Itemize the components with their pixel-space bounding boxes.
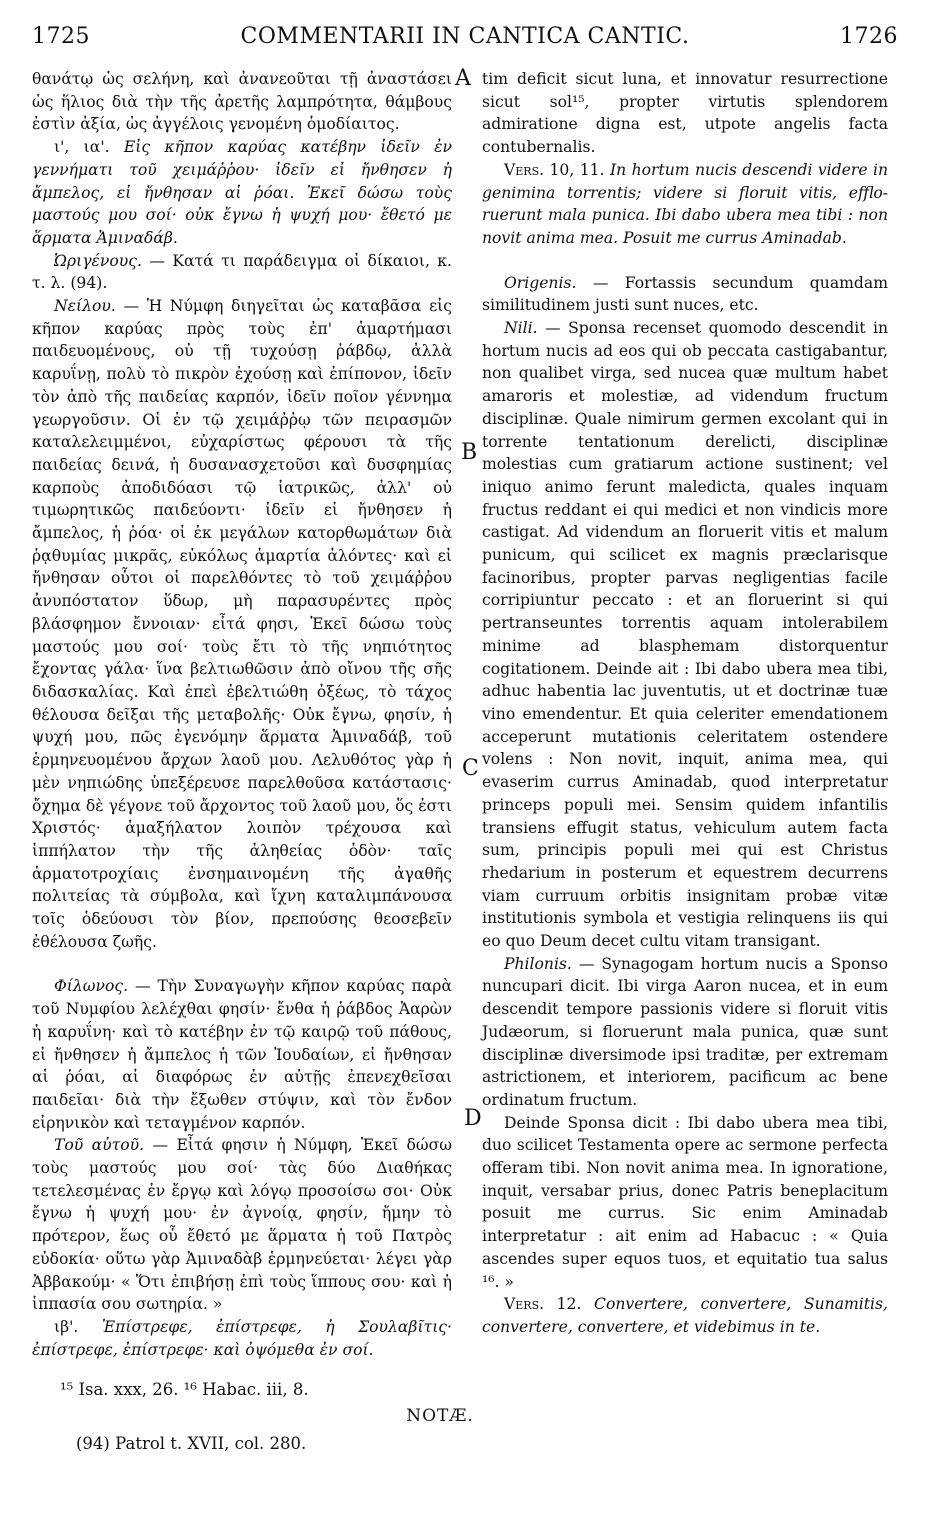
page-header (32, 24, 898, 64)
greek-eiusdem (32, 1134, 452, 1316)
greek-verse (32, 136, 452, 250)
commentary-text: — Ἡ Νύμφη διηγεῖται ὡς καταβᾶσα εἰς κῆπον καρύας πρὸς τοὺς ἐπ' ἁμαρτήμασι παιδευομένους, οὐ τῇ τυχούσῃ ῥάβδῳ, ἀλλὰ καρυΐνῃ, πολὺ τὸ πικρὸν ἐχούσῃ καὶ ἐπίπονον, ἰδεῖν τὸν ἀπὸ τῆς παιδείας καρπόν, ἰδεῖν ποῖον γέννημα γεωργοῦσιν. Οἱ ἐν τῷ χειμάῤῥῳ τῶν πειρασμῶν καταλελειμμένοι, εὐχαρίστως φέρουσι τὰ τῆς παιδείας δεινά, ἡ δυσανασχετοῦσι καὶ δυσφημίας καρποὺς ἀποδιδόασι τῷ ἰατρικῶς, ἀλλ' οὐ τιμωρητικῶς παιδεύοντι· ἰδεῖν εἰ ἤνθησεν ἡ ἄμπελος, ἡ ῥόα· οἱ ἐκ μεγάλων κατορθωμάτων διὰ ῥᾳθυμίας μικρᾶς, εὐκόλως ἁμαρτία ἁλόντες· καὶ εἰ ἤνθησαν οὗτοι οἱ παρελθόντες τὸ τοῦ χειμάῤῥου ἀνυπόστατον ὕδωρ, μὴ παρασυρέντες πρὸς βλάσφημον ἔννοιαν· εἶτά φησι, Ἐκεῖ δώσω τοὺς μαστούς μου σοί· τοὺς ἔτι τὸ τῆς νηπιότητος ἔχοντας γάλα· ἵνα βελτιωθῶσιν ἀπὸ οἴνου τῆς σῆς διδασκαλίας. Καὶ ἐπεὶ ἐβελτιώθη ὀξέως, τὸ τάχος θέλουσα δεῖξαι τῆς μεταβολῆς· Οὐκ ἔγνω, φησίν, ἡ ψυχή μου, πῶς ἐγενόμην ἅρματα Ἀμιναδάβ, τοῦ ἑρμηνευομένου ἄρχων λαοῦ μου. Λελυθότος γὰρ ἡ μὲν νηπιώδης ὑπεξέρευσε παρελθοῦσα κατάστασις· ὄχημα δὲ γέγονε τοῦ ἄρχοντος τοῦ λαοῦ μου, ὅς ἐστι Χριστός· ἁμαξήλατον λοιπὸν τρέχουσα καὶ ἱππήλατον τὴν τῆς ἀληθείας ὁδὸν· ταῖς ἁρματοτροχίαις ἐνσημαινομένη τῆς ἀγαθῆς πολιτείας τὰ σύμβολα, καὶ ἴχνη καταλιμπάνουσα τοῖς ὁδεύουσι τὸν βίον, πρεπούσης θεοσεβεῖν ἐθέλουσα ζωῆς. (32, 297, 452, 951)
page-number-right: 1726 (840, 24, 898, 49)
greek-philo (32, 975, 452, 1134)
commentary-text: — Synagogam hortum nucis a Sponso nuncupari dicit. Ibi virga Aaron nucea, et in eum descendit tempore passionis videre si floruit vitis Judæorum, si floruerunt mala punica, quæ sunt disciplinæ diversimode ipsi traditæ, per extremam astrictionem, et interiorem, pacificum ac bene ordinatum fructum. (482, 954, 888, 1109)
notae-heading: NOTÆ. (406, 1406, 474, 1426)
margin-letter-d: D (464, 1106, 482, 1131)
verse-text: Ἐπίστρεφε, ἐπίστρεφε, ἡ Σουλαβῖτις· ἐπίστρεφε, ἐπίστρεφε· καὶ ὀψόμεθα ἐν σοί. (32, 1317, 452, 1359)
latin-eiusdem: Deinde Sponsa dicit : Ibi dabo ubera mea tibi, duo scilicet Testamenta opere ac sermone perfecta offeram tibi. Non novit anima mea. In ignoratione, inquit, versabar prius, donec Patris beneplacitum posuit me currus. Sic enim Aminadab interpretatur : ait enim ad Habacuc : « Quia ascendes super equos tuos, et equitatio tua salus ¹⁶. » (482, 1113, 888, 1291)
margin-letter-a: A (455, 66, 471, 91)
commentary-text: — Τὴν Συναγωγὴν κῆπον καρύας παρὰ τοῦ Νυμφίου λελέχθαι φησίν· ἔνθα ἡ ῥάβδος Ἀαρὼν ἡ καρυΐνη· καὶ τὸ κατέβην ἐν τῷ καιρῷ τοῦ πάθους, εἰ ἤνθησεν ἡ ἄμπελος ἡ τῶν Ἰουδαίων, εἰ ἤνθησαν αἱ ῥόαι, αἱ διαφόρως ἐν αὐτῇς ἐπενεχθεῖσαι παιδεῖαι· διὰ τὴν ἔξωθεν στύψιν, καὶ τὸν ἔνδον εἰρηνικὸν καὶ τεταγμένον καρπόν. (32, 977, 452, 1132)
verse-text: In hortum nucis descendi videre in genimina torrentis; videre si floruit vitis, efflo-ruerunt mala punica. Ibi dabo ubera mea tibi : non novit anima mea. Posuit me currus Aminadab. (482, 160, 889, 247)
running-title: COMMENTARII IN CANTICA CANTIC. (240, 24, 690, 49)
latin-paragraph: tim deficit sicut luna, et innovatur resurrectione sicut sol¹⁵, propter virtutis splendorem admiratione digna est, utpote angelis facta contubernalis. (482, 70, 888, 157)
verse-text: Εἰς κῆπον καρύας κατέβην ἰδεῖν ἐν γεννήματι τοῦ χειμάῤῥου· ἰδεῖν εἰ ἤνθησεν ἡ ἄμπελος, εἰ ἤνθησαν αἱ ῥόαι. Ἐκεῖ δώσω τοὺς μαστούς μου σοί· οὐκ ἔγνω ἡ ψυχή μου· ἔθετό με ἅρματα Ἀμιναδάβ. (32, 138, 452, 247)
author-heading: Φίλωνος. (54, 977, 129, 996)
commentary-text: — Κατά τι παράδειγμα οἱ δίκαιοι, κ. τ. λ. (94). (32, 251, 452, 293)
greek-origen (32, 250, 452, 295)
author-heading: Philonis. (504, 954, 572, 973)
verse-heading: Vers. 10, 11. (504, 160, 605, 179)
scripture-references: ¹⁵ Isa. xxx, 26. ¹⁶ Habac. iii, 8. (60, 1380, 309, 1399)
latin-verse (482, 159, 888, 250)
commentary-text: — Sponsa recenset quomodo descendit in hortum nucis ad eos qui ob peccata castigabantur, non qualibet virga, sed nucea quæ multum habet amaroris et molestiæ, ad videndum fructum disciplinæ. Quale nimirum germen excolant qui in torrente tentationum derelicti, disciplinæ molestias cum gratiarum actione sustinent; vel iniquo animo ferunt maledicta, quales inquam fructus reddant ei qui medici et non vindicis more castigat. Ad videndum an floruerit vitis et malum punicum, qui scilicet ex magnis præclarisque facinoribus, propter parvas negligentias facile corripiuntur peccato : et an floruerint si qui pertranseuntes torrentis aquam intolerabilem minime ad blasphemam distorquentur cogitationem. Deinde ait : Ibi dabo ubera mea tibi, adhuc habentia lac juventutis, ut et doctrinæ tuæ vino emendentur. Et quia celeriter emendationem acceperunt mutationis celeritatem ostendere volens : Non novit, inquit, anima mea, qui evaserim currus Aminadab, quod interpretatur princeps populi mei. Sensim quidem infantilis transiens effugit status, vehiculum autem facta sum, principis populi mei qui est Christus rhedarium in posterum et equestrem decurrens viam curruum orbitis insignitam probæ vitæ institutionis symbola et vestigia relinquens iis qui eo quo Deum decet cultu vitam transigant. (482, 319, 888, 951)
greek-column (32, 68, 452, 1361)
margin-letter-c: C (462, 756, 479, 781)
margin-letter-b: B (461, 440, 478, 465)
commentary-text: — Εἶτά φησιν ἡ Νύμφη, Ἐκεῖ δώσω τοὺς μαστούς μου σοί· τὰς δύο Διαθήκας τετελεσμένας ἐν ἔργῳ καὶ λόγῳ προσοίσω σοι· Οὐκ ἔγνω ἡ ψυχή μου· ἐν ἀγνοίᾳ, φησίν, ἤμην τὸ πρότερον, ἕως οὗ ἔθετό με ἅρματα ἡ τοῦ Πατρὸς εὐδοκία· οὕτω γὰρ Ἀμιναδὰβ ἑρμηνεύεται· λέγει γὰρ Ἀββακούμ· « Ὅτι ἐπιβήσῃ ἐπὶ τοὺς ἵππους σου· καὶ ἡ ἱππασία σου σωτηρία. » (32, 1136, 452, 1314)
commentary-text: — Fortassis secundum quamdam similitudinem justi sunt nuces, etc. (482, 273, 888, 315)
latin-verse-12 (482, 1293, 888, 1338)
verse-heading: Vers. 12. (504, 1295, 582, 1314)
author-heading: Τοῦ αὐτοῦ. (54, 1136, 145, 1155)
author-heading: Nili. (504, 319, 538, 338)
greek-nilus (32, 295, 452, 953)
latin-nilus (482, 317, 888, 953)
greek-paragraph: θανάτῳ ὡς σελήνη, καὶ ἀνανεοῦται τῇ ἀναστάσει ὡς ἥλιος διὰ τὴν τῆς ἀρετῆς λαμπρότητα, θάμβους ἐστὶν ἀξία, ὡς ἀγγέλοις γενομένη ὁμοδίαιτος. (32, 70, 452, 134)
author-heading: Origenis. (504, 273, 577, 292)
verse-number: ιβ'. (54, 1317, 79, 1336)
author-heading: Νείλου. (54, 297, 116, 316)
greek-verse-12 (32, 1316, 452, 1361)
latin-origen (482, 272, 888, 317)
page-number-left: 1725 (32, 24, 90, 49)
note-94: (94) Patrol t. XVII, col. 280. (76, 1434, 307, 1453)
verse-number: ι', ια'. (54, 138, 110, 157)
author-heading: Ὠριγένους. (54, 251, 142, 270)
verse-text: Convertere, convertere, Sunamitis, convertere, convertere, et videbimus in te. (482, 1295, 888, 1336)
latin-column (482, 68, 888, 1339)
latin-philo (482, 953, 888, 1112)
